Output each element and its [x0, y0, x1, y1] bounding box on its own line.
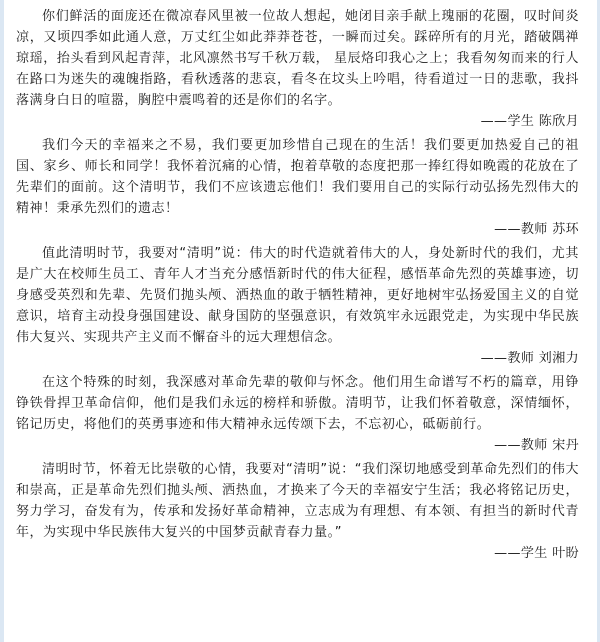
message-block [16, 6, 579, 132]
message-block [16, 459, 579, 564]
message-text: 在这个特殊的时刻，我深感对革命先辈的敬仰与怀念。他们用生命谱写不朽的篇章，用铮铮铁骨捍卫革命信仰，他们是我们永远的榜样和骄傲。清明节，让我们怀着敬意，深情缅怀，铭记历史，将他们的英勇事迹和伟大精神永远传颂下去，不忘初心，砥砺前行。 [16, 375, 579, 432]
message-author: ——学生 陈欣月 [480, 114, 579, 129]
message-text: 值此清明时节，我要对“清明”说：伟大的时代造就着伟大的人，身处新时代的我们，尤其是广大在校师生员工、青年人才当充分感悟新时代的伟大征程，感悟革命先烈的英雄事迹，切身感受英烈和先辈、先贤们抛头颅、洒热血的敢于牺牲精神，更好地树牢弘扬爱国主义的自觉意识，培育主动投身强国建设、献身国防的坚强意识，有效筑牢永远跟党走，为实现中华民族伟大复兴、实现共产主义而不懈奋斗的远大理想信念。 [16, 246, 579, 345]
message-author: ——教师 宋丹 [494, 438, 579, 453]
message-author: ——教师 刘湘力 [480, 351, 579, 366]
message-block [16, 135, 579, 240]
message-text: 我们今天的幸福来之不易，我们要更加珍惜自己现在的生活！我们要更加热爱自己的祖国、家乡、师长和同学！我怀着沉痛的心情，抱着草敬的态度把那一捧红得如晚霞的花放在了先辈们的面前。这个清明节，我们不应该遗忘他们！我们要用自己的实际行动弘扬先烈伟大的精神！秉承先烈们的遗志！ [16, 138, 579, 216]
message-block [16, 243, 579, 369]
message-text: 清明时节，怀着无比崇敬的心情，我要对“清明”说：“我们深切地感受到革命先烈们的伟大和崇高，正是革命先烈们抛头颅、洒热血，才换来了今天的幸福安宁生活；我必将铭记历史，努力学习，奋发有为，传承和发扬好革命精神，立志成为有理想、有本领、有担当的新时代青年，为实现中华民族伟大复兴的中国梦贡献青春力量。” [16, 462, 579, 540]
message-block [16, 372, 579, 456]
message-text: 你们鲜活的面庞还在微凉春风里被一位故人想起，她闭目亲手献上瑰丽的花圈，叹时间炎凉，又顷四季如此通人意，万丈红尘如此莽莽苍苍，一瞬而过矣。踩碎所有的月光，踏破隅禅琼瑶，抬头看到风起青萍，北风凛然书写千秋万载， 星辰烙印我心之上；我看匆匆而来的行人在路口为迷失的魂魄指路，看秋透落的悲哀，看冬在坟头上吟唱，待看道过一日的悲歌，我抖落满身白日的喧嚣，胸腔中震鸣着的还是你们的名字。 [16, 9, 579, 108]
message-author: ——学生 叶盼 [494, 546, 579, 561]
message-author: ——教师 苏环 [494, 222, 579, 237]
